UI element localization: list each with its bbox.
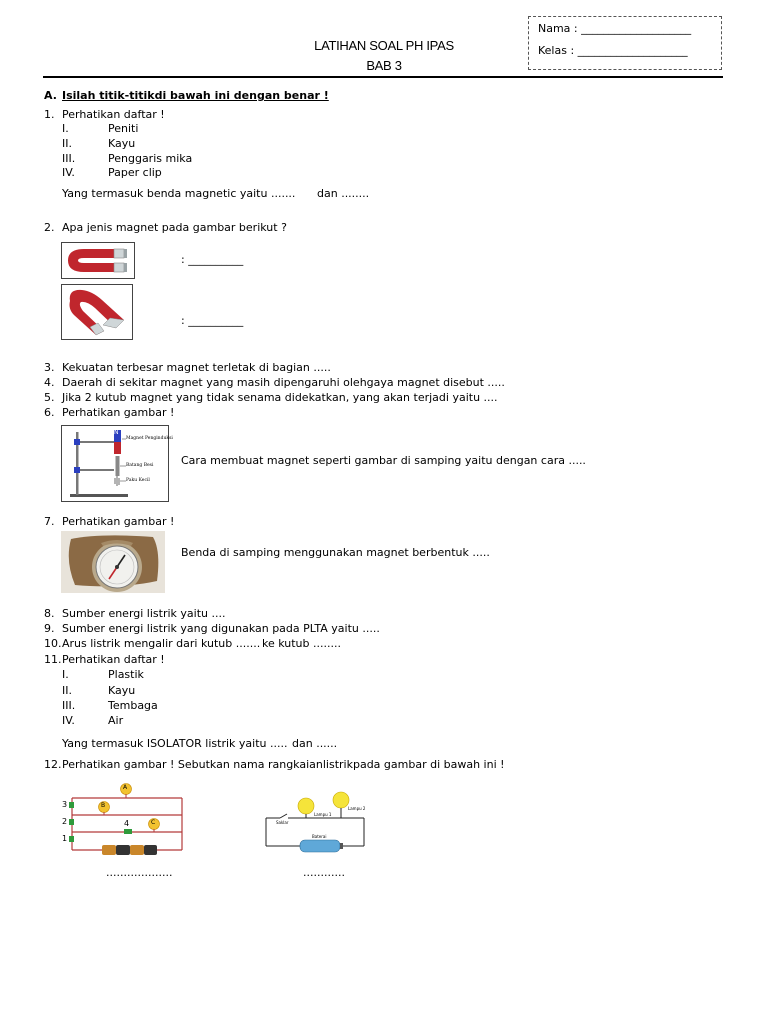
battery-label: Baterai bbox=[312, 834, 327, 839]
q1-number: 1. bbox=[44, 108, 55, 121]
lamp-b-label: B bbox=[101, 802, 106, 809]
q11-roman: IV. bbox=[62, 714, 75, 727]
compass-image bbox=[61, 531, 165, 593]
q6-text: Perhatikan gambar ! bbox=[62, 406, 175, 419]
q11-item: Plastik bbox=[108, 668, 144, 681]
q7-number: 7. bbox=[44, 515, 55, 528]
q12-text: Perhatikan gambar ! Sebutkan nama rangkaianlistrikpada gambar di bawah ini ! bbox=[62, 758, 505, 771]
q11-text: Perhatikan daftar ! bbox=[62, 653, 165, 666]
q11-roman: II. bbox=[62, 684, 72, 697]
q11-item: Tembaga bbox=[108, 699, 158, 712]
q11-answer-b: dan ...... bbox=[292, 737, 338, 750]
q10-text-b: ke kutub ........ bbox=[262, 637, 341, 650]
q12-blank-right[interactable]: ............ bbox=[303, 866, 345, 879]
q1-roman: II. bbox=[62, 137, 72, 150]
lamp-2-label: Lampu 2 bbox=[348, 806, 366, 811]
q7-text: Perhatikan gambar ! bbox=[62, 515, 175, 528]
q11-number: 11. bbox=[44, 653, 62, 666]
q1-item: Peniti bbox=[108, 122, 139, 135]
q4-number: 4. bbox=[44, 376, 55, 389]
q1-answer-a: Yang termasuk benda magnetic yaitu ....... bbox=[62, 187, 296, 200]
q2-blank-2[interactable]: : __________ bbox=[181, 314, 244, 327]
q1-text: Perhatikan daftar ! bbox=[62, 108, 165, 121]
induction-figure bbox=[61, 425, 173, 502]
header-rule bbox=[43, 76, 723, 78]
q1-roman: I. bbox=[62, 122, 69, 135]
q1-roman: III. bbox=[62, 152, 76, 165]
q1-roman: IV. bbox=[62, 166, 75, 179]
switch-3-label: 3 bbox=[62, 800, 68, 809]
q11-answer-a: Yang termasuk ISOLATOR listrik yaitu ..... bbox=[62, 737, 288, 750]
q6-number: 6. bbox=[44, 406, 55, 419]
bar-magnet-image bbox=[61, 242, 135, 279]
u-magnet-horizontal-icon bbox=[62, 243, 134, 278]
lamp-a-label: A bbox=[123, 784, 128, 791]
switch-2-label: 2 bbox=[62, 817, 68, 826]
lamp-c-label: C bbox=[151, 819, 156, 826]
q2-blank-1[interactable]: : __________ bbox=[181, 253, 244, 266]
q3-number: 3. bbox=[44, 361, 55, 374]
q11-item: Air bbox=[108, 714, 124, 727]
section-title: Isilah titik-titikdi bawah ini dengan benar ! bbox=[62, 89, 329, 102]
parallel-circuit-figure bbox=[62, 780, 186, 860]
q6-caption: Cara membuat magnet seperti gambar di samping yaitu dengan cara ..... bbox=[181, 454, 586, 467]
fig-label-mid: Batang Besi bbox=[126, 463, 154, 468]
compass-icon bbox=[61, 531, 165, 593]
fig-pole-label: N bbox=[114, 429, 119, 436]
page-subtitle: BAB 3 bbox=[366, 58, 402, 73]
q2-text: Apa jenis magnet pada gambar berikut ? bbox=[62, 221, 287, 234]
q4-text: Daerah di sekitar magnet yang masih dipengaruhi olehgaya magnet disebut ..... bbox=[62, 376, 505, 389]
horseshoe-magnet-icon bbox=[62, 285, 132, 339]
q1-item: Paper clip bbox=[108, 166, 162, 179]
horseshoe-magnet-image bbox=[61, 284, 133, 340]
page-title: LATIHAN SOAL PH IPAS bbox=[314, 38, 454, 53]
switch-1-label: 1 bbox=[62, 834, 68, 843]
q3-text: Kekuatan terbesar magnet terletak di bagian ..... bbox=[62, 361, 331, 374]
switch-4-label: 4 bbox=[124, 819, 130, 828]
q1-item: Penggaris mika bbox=[108, 152, 193, 165]
lamp-1-label: Lampu 1 bbox=[314, 812, 332, 817]
q2-number: 2. bbox=[44, 221, 55, 234]
q9-number: 9. bbox=[44, 622, 55, 635]
series-circuit-figure bbox=[262, 788, 370, 856]
q8-text: Sumber energi listrik yaitu .... bbox=[62, 607, 226, 620]
q10-number: 10. bbox=[44, 637, 62, 650]
q12-number: 12. bbox=[44, 758, 62, 771]
fig-label-top: Magnet Penginduksi bbox=[126, 436, 173, 441]
name-field[interactable]: Nama : ____________________ bbox=[538, 22, 692, 35]
q8-number: 8. bbox=[44, 607, 55, 620]
q5-text: Jika 2 kutub magnet yang tidak senama didekatkan, yang akan terjadi yaitu .... bbox=[62, 391, 498, 404]
switch-label: Saklar bbox=[276, 820, 289, 825]
q10-text-a: Arus listrik mengalir dari kutub ....... bbox=[62, 637, 261, 650]
q11-roman: I. bbox=[62, 668, 69, 681]
fig-label-bot: Paku Kecil bbox=[126, 478, 150, 483]
q7-caption: Benda di samping menggunakan magnet berbentuk ..... bbox=[181, 546, 490, 559]
q9-text: Sumber energi listrik yang digunakan pada PLTA yaitu ..... bbox=[62, 622, 380, 635]
q1-answer-b: dan ........ bbox=[317, 187, 370, 200]
class-field[interactable]: Kelas : ____________________ bbox=[538, 44, 688, 57]
section-marker: A. bbox=[44, 89, 57, 102]
q12-blank-left[interactable]: ................... bbox=[106, 866, 173, 879]
q11-item: Kayu bbox=[108, 684, 136, 697]
q1-item: Kayu bbox=[108, 137, 136, 150]
q5-number: 5. bbox=[44, 391, 55, 404]
q11-roman: III. bbox=[62, 699, 76, 712]
